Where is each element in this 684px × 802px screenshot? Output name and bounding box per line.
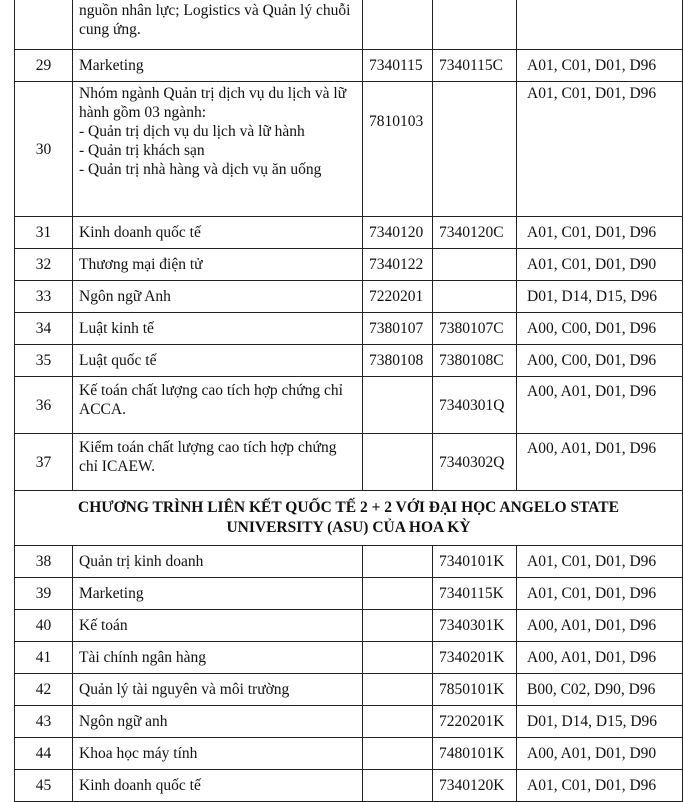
major-code-clc-cell: 7220201K	[433, 706, 517, 738]
major-code-clc-cell: 7340120C	[433, 217, 517, 249]
subject-combo-cell: A00, A01, D01, D96	[517, 434, 683, 491]
stt-cell: 45	[15, 770, 73, 802]
major-name-cell: Tài chính ngân hàng	[73, 642, 363, 674]
stt-cell: 44	[15, 738, 73, 770]
major-code-cell	[363, 377, 433, 434]
table-row	[15, 377, 683, 434]
major-code-clc-cell: 7340301Q	[433, 377, 517, 434]
admissions-table-page	[14, 0, 683, 802]
major-code-cell: 7380108	[363, 345, 433, 377]
stt-cell	[15, 0, 73, 50]
major-name-cell: Ngôn ngữ Anh	[73, 281, 363, 313]
major-name-cell: Kế toán	[73, 610, 363, 642]
major-code-clc-cell: 7380108C	[433, 345, 517, 377]
subject-combo-cell: A00, C00, D01, D96	[517, 313, 683, 345]
group-item-line: - Quản trị nhà hàng và dịch vụ ăn uống	[79, 161, 322, 178]
table-row	[15, 578, 683, 610]
subject-combo-cell: A00, A01, D01, D96	[517, 642, 683, 674]
stt-cell: 30	[15, 82, 73, 217]
major-code-cell	[363, 434, 433, 491]
major-code-cell: 7340115	[363, 50, 433, 82]
subject-combo-cell: A00, A01, D01, D96	[517, 377, 683, 434]
major-code-cell	[363, 546, 433, 578]
major-name-cell: nguồn nhân lực; Logistics và Quản lý chuỗi cung ứng.	[73, 0, 363, 50]
major-name-cell: Ngôn ngữ anh	[73, 706, 363, 738]
major-name-cell: Thương mại điện tử	[73, 249, 363, 281]
major-code-cell	[363, 738, 433, 770]
major-name-cell: Luật quốc tế	[73, 345, 363, 377]
subject-combo-cell: D01, D14, D15, D96	[517, 706, 683, 738]
stt-cell: 31	[15, 217, 73, 249]
table-row	[15, 546, 683, 578]
major-name-cell: Quản trị kinh doanh	[73, 546, 363, 578]
stt-cell: 37	[15, 434, 73, 491]
subject-combo-cell: B00, C02, D90, D96	[517, 674, 683, 706]
major-code-cell: 7810103	[363, 82, 433, 217]
group-name-line: Nhóm ngành Quản trị dịch vụ du lịch và lữ hành gồm 03 ngành:	[79, 85, 347, 121]
stt-cell: 38	[15, 546, 73, 578]
stt-cell: 35	[15, 345, 73, 377]
stt-cell: 42	[15, 674, 73, 706]
major-code-cell	[363, 706, 433, 738]
table-row	[15, 610, 683, 642]
table-row	[15, 674, 683, 706]
stt-cell: 43	[15, 706, 73, 738]
table-row	[15, 249, 683, 281]
table-row	[15, 217, 683, 249]
table-row	[15, 706, 683, 738]
major-code-cell	[363, 674, 433, 706]
table-row	[15, 50, 683, 82]
stt-cell: 41	[15, 642, 73, 674]
major-code-clc-cell: 7340301K	[433, 610, 517, 642]
major-code-cell	[363, 642, 433, 674]
major-code-clc-cell: 7340101K	[433, 546, 517, 578]
table-row	[15, 434, 683, 491]
major-name-cell: Marketing	[73, 50, 363, 82]
table-row	[15, 313, 683, 345]
major-group-name-cell	[73, 82, 363, 217]
major-code-cell	[363, 578, 433, 610]
table-row	[15, 281, 683, 313]
stt-cell: 40	[15, 610, 73, 642]
subject-combo-cell: A01, C01, D01, D96	[517, 578, 683, 610]
subject-combo-cell: A01, C01, D01, D90	[517, 249, 683, 281]
admissions-table	[14, 0, 683, 802]
table-row	[15, 345, 683, 377]
major-code-clc-cell	[433, 249, 517, 281]
major-code-cell	[363, 770, 433, 802]
major-code-cell: 7340122	[363, 249, 433, 281]
major-code-cell: 7380107	[363, 313, 433, 345]
subject-combo-cell: A00, A01, D01, D96	[517, 610, 683, 642]
major-code-clc-cell: 7340120K	[433, 770, 517, 802]
major-code-clc-cell	[433, 82, 517, 217]
major-code-cell: 7340120	[363, 217, 433, 249]
major-code-clc-cell	[433, 0, 517, 50]
stt-cell: 29	[15, 50, 73, 82]
subject-combo-cell: A00, C00, D01, D96	[517, 345, 683, 377]
subject-combo-cell: A00, A01, D01, D90	[517, 738, 683, 770]
major-name-cell: Luật kinh tế	[73, 313, 363, 345]
major-code-cell	[363, 610, 433, 642]
major-code-clc-cell: 7480101K	[433, 738, 517, 770]
table-row	[15, 642, 683, 674]
stt-cell: 34	[15, 313, 73, 345]
section-title: CHƯƠNG TRÌNH LIÊN KẾT QUỐC TẾ 2 + 2 VỚI ĐẠI HỌC ANGELO STATE UNIVERSITY (ASU) CỦA HOA KỲ	[15, 491, 683, 546]
major-code-cell: 7220201	[363, 281, 433, 313]
group-item-line: - Quản trị dịch vụ du lịch và lữ hành	[79, 123, 305, 140]
subject-combo-cell: D01, D14, D15, D96	[517, 281, 683, 313]
major-name-cell: Kiểm toán chất lượng cao tích hợp chứng chỉ ICAEW.	[73, 434, 363, 491]
major-code-clc-cell	[433, 281, 517, 313]
table-row	[15, 770, 683, 802]
stt-cell: 36	[15, 377, 73, 434]
major-code-cell	[363, 0, 433, 50]
subject-combo-cell: A01, C01, D01, D96	[517, 217, 683, 249]
major-name-cell: Khoa học máy tính	[73, 738, 363, 770]
major-code-clc-cell: 7850101K	[433, 674, 517, 706]
group-item-line: - Quản trị khách sạn	[79, 142, 205, 159]
subject-combo-cell	[517, 0, 683, 50]
major-name-cell: Kinh doanh quốc tế	[73, 770, 363, 802]
stt-cell: 32	[15, 249, 73, 281]
subject-combo-cell: A01, C01, D01, D96	[517, 50, 683, 82]
major-name-cell: Marketing	[73, 578, 363, 610]
subject-combo-cell: A01, C01, D01, D96	[517, 82, 683, 217]
major-name-cell: Kinh doanh quốc tế	[73, 217, 363, 249]
major-code-clc-cell: 7340115K	[433, 578, 517, 610]
section-header-row	[15, 491, 683, 546]
major-name-cell: Quản lý tài nguyên và môi trường	[73, 674, 363, 706]
major-code-clc-cell: 7340115C	[433, 50, 517, 82]
table-row	[15, 738, 683, 770]
stt-cell: 33	[15, 281, 73, 313]
major-code-clc-cell: 7340201K	[433, 642, 517, 674]
stt-cell: 39	[15, 578, 73, 610]
subject-combo-cell: A01, C01, D01, D96	[517, 770, 683, 802]
major-code-clc-cell: 7340302Q	[433, 434, 517, 491]
major-name-cell: Kế toán chất lượng cao tích hợp chứng chỉ ACCA.	[73, 377, 363, 434]
subject-combo-cell: A01, C01, D01, D96	[517, 546, 683, 578]
table-row-group30	[15, 82, 683, 217]
major-code-clc-cell: 7380107C	[433, 313, 517, 345]
table-row-continuation	[15, 0, 683, 50]
